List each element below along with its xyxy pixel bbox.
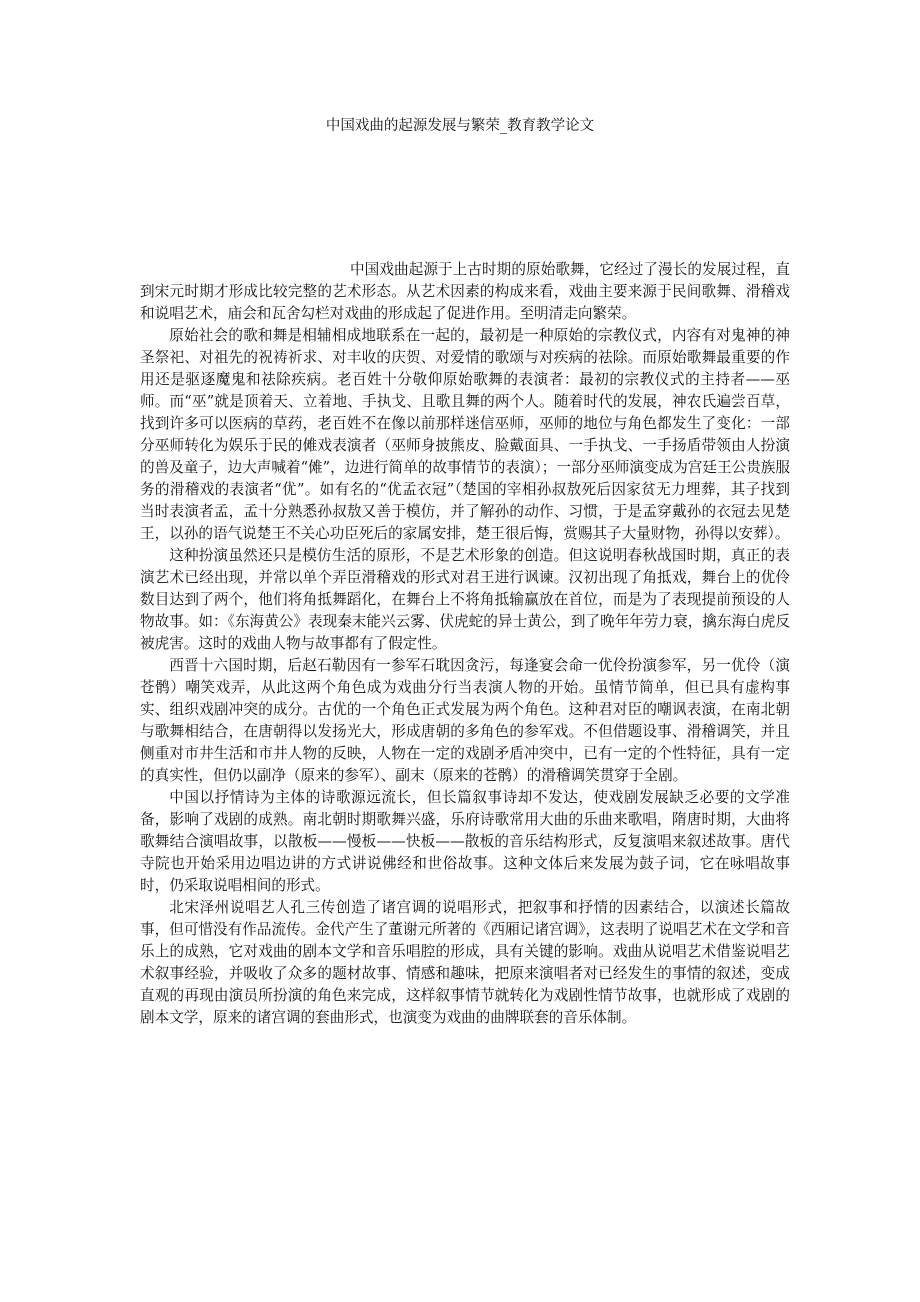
paragraph-imitation-performance: 这种扮演虽然还只是模仿生活的原形，不是艺术形象的创造。但这说明春秋战国时期，真正的表演艺术已经出现，并常以单个弄臣滑稽戏的形式对君王进行讽谏。汉初出现了角抵戏，舞台上的优伶数目达到了两个，他们将角抵舞蹈化，在舞台上不将角抵输赢放在首位，而是为了表现提前预设的人物故事。如：《东海黄公》表现秦末能兴云雾、伏虎蛇的异士黄公，到了晚年年劳力衰，擒东海白虎反被虎害。这时的戏曲人物与故事都有了假定性。 [140,547,790,652]
paragraph-intro: 中国戏曲起源于上古时期的原始歌舞，它经过了漫长的发展过程，直到宋元时期才形成比较完整的艺术形态。从艺术因素的构成来看，戏曲主要来源于民间歌舞、滑稽戏和说唱艺术，庙会和瓦舍勾栏对戏曲的形成起了促进作用。至明清走向繁荣。 [140,261,790,322]
paragraph-canjun-drama: 西晋十六国时期，后赵石勒因有一参军石耽因贪污，每逢宴会命一优伶扮演参军，另一优伶（演苍鹘）嘲笑戏弄，从此这两个角色成为戏曲分行当表演人物的开始。虽情节简单，但已具有虚构事实、组织戏剧冲突的成分。古优的一个角色正式发展为两个角色。这种君对臣的嘲讽表演，在南北朝与歌舞相结合，在唐朝得以发扬光大，形成唐朝的多角色的参军戏。不但借题设事、滑稽调笑，并且侧重对市井生活和市井人物的反映，人物在一定的戏剧矛盾冲突中，已有一定的个性特征，具有一定的真实性，但仍以副净（原来的参军）、副末（原来的苍鹘）的滑稽调笑贯穿于全剧。 [140,657,790,784]
paragraph-lyric-poetry: 中国以抒情诗为主体的诗歌源远流长，但长篇叙事诗却不发达，使戏剧发展缺乏必要的文学准备，影响了戏剧的成熟。南北朝时期歌舞兴盛，乐府诗歌常用大曲的乐曲来歌唱，隋唐时期，大曲将歌舞结合演唱故事，以散板——慢板——快板——散板的音乐结构形式，反复演唱来叙述故事。唐代寺院也开始采用边唱边讲的方式讲说佛经和世俗故事。这种文体后来发展为鼓子词，它在咏唱故事时，仍采取说唱相间的形式。 [140,789,790,894]
document-body [140,259,790,1029]
paragraph-primitive-song-dance: 原始社会的歌和舞是相辅相成地联系在一起的，最初是一种原始的宗教仪式，内容有对鬼神的神圣祭祀、对祖先的祝祷祈求、对丰收的庆贺、对爱情的歌颂与对疾病的祛除。而原始歌舞最重要的作用还是驱逐魔鬼和祛除疾病。老百姓十分敬仰原始歌舞的表演者：最初的宗教仪式的主持者——巫师。而“巫”就是顶着天、立着地、手执戈、且歌且舞的两个人。随着时代的发展，神农氏遍尝百草，找到许多可以医病的草药，老百姓不在像以前那样迷信巫师，巫师的地位与角色都发生了变化：一部分巫师转化为娱乐于民的傩戏表演者（巫师身披熊皮、脸戴面具、一手执戈、一手扬盾带领由人扮演的兽及童子，边大声喊着“傩”，边进行简单的故事情节的表演）；一部分巫师演变成为宫廷王公贵族服务的滑稽戏的表演者“优”。如有名的“优孟衣冠”（楚国的宰相孙叔敖死后因家贫无力埋葬，其子找到当时表演者孟，孟十分熟悉孙叔敖又善于模仿，并了解孙的动作、习惯，于是孟穿戴孙的衣冠去见楚王，以孙的语气说楚王不关心功臣死后的家属安排，楚王很后悔，赏赐其子大量财物，孙得以安葬）。 [140,327,791,542]
document-title: 中国戏曲的起源发展与繁荣_教育教学论文 [325,118,595,134]
paragraph-zhugongdiao: 北宋泽州说唱艺人孔三传创造了诸宫调的说唱形式，把叙事和抒情的因素结合，以演述长篇故事，但可惜没有作品流传。金代产生了董谢元所著的《西厢记诸宫调》，这表明了说唱艺术在文学和音乐上的成熟，它对戏曲的剧本文学和音乐唱腔的形成，具有关键的影响。戏曲从说唱艺术借鉴说唱艺术叙事经验，并吸收了众多的题材故事、情感和趣味，把原来演唱者对已经发生的事情的叙述，变成直观的再现由演员所扮演的角色来完成，这样叙事情节就转化为戏剧性情节故事，也就形成了戏剧的剧本文学，原来的诸宫调的套曲形式，也演变为戏曲的曲牌联套的音乐体制。 [140,899,790,1026]
